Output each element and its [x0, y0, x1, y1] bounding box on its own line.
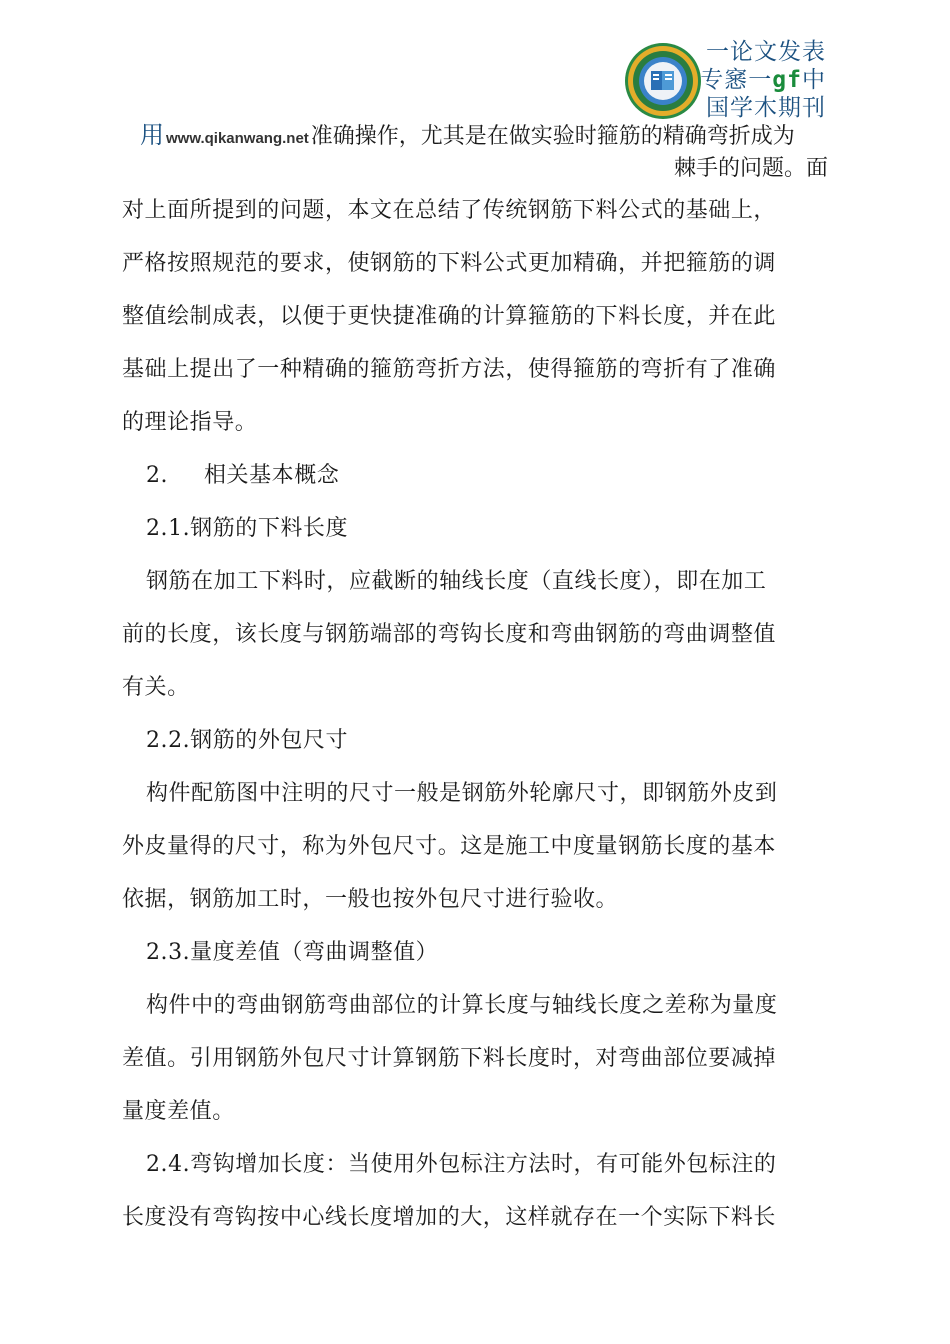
paragraph-line: 基础上提出了一种精确的箍筋弯折方法，使得箍筋的弯折有了准确 [122, 357, 776, 382]
brand-line-1: 一论文发表 [706, 39, 826, 65]
first-paragraph-head [140, 120, 828, 184]
paragraph-line: 对上面所提到的问题，本文在总结了传统钢筋下料公式的基础上， [122, 198, 776, 223]
head-prefix: 用 [140, 121, 164, 149]
section-2-4-line: 2.4.弯钩增加长度：当使用外包标注方法时，有可能外包标注的 [146, 1152, 777, 1177]
paragraph-line: 前的长度，该长度与钢筋端部的弯钩长度和弯曲钢筋的弯曲调整值 [122, 622, 776, 647]
section-2-2-heading: 2.2.钢筋的外包尺寸 [146, 728, 349, 753]
paragraph-line: 构件中的弯曲钢筋弯曲部位的计算长度与轴线长度之差称为量度 [146, 993, 778, 1018]
paragraph-line: 差值。引用钢筋外包尺寸计算钢筋下料长度时，对弯曲部位要减掉 [122, 1046, 776, 1071]
brand-line-3: 国学木期刊 [706, 95, 826, 121]
paragraph-line: 整值绘制成表，以便于更快捷准确的计算箍筋的下料长度，并在此 [122, 304, 776, 329]
brand-line-2-b: 中 [802, 67, 826, 93]
section-2-1-heading: 2.1.钢筋的下料长度 [146, 516, 349, 541]
document-body [122, 184, 812, 1244]
brand-line-2-a: 专窸一 [700, 67, 773, 93]
watermark-url: www.qikanwang.net [166, 130, 309, 147]
paragraph-line: 严格按照规范的要求，使钢筋的下料公式更加精确，并把箍筋的调 [122, 251, 776, 276]
brand-line-2 [700, 66, 826, 94]
section-title: 相关基本概念 [204, 463, 340, 488]
paragraph-line: 依据，钢筋加工时，一般也按外包尺寸进行验收。 [122, 887, 619, 912]
brand-line-2-gf: gf [772, 67, 802, 93]
paragraph-line: 外皮量得的尺寸，称为外包尺寸。这是施工中度量钢筋长度的基本 [122, 834, 776, 859]
paragraph-line: 有关。 [122, 675, 190, 700]
paragraph-line: 构件配筋图中注明的尺寸一般是钢筋外轮廓尺寸，即钢筋外皮到 [146, 781, 778, 806]
paragraph-line: 长度没有弯钩按中心线长度增加的大，这样就存在一个实际下料长 [122, 1205, 776, 1230]
head-tail: 棘手的问题。面 [673, 156, 828, 181]
journal-seal-logo [624, 42, 702, 120]
watermark-brand-text [700, 38, 826, 122]
section-2-3-heading: 2.3.量度差值（弯曲调整值） [146, 940, 439, 965]
section-number: 2. [146, 463, 169, 488]
paragraph-line: 量度差值。 [122, 1099, 235, 1124]
paragraph-line: 的理论指导。 [122, 410, 258, 435]
head-text: 准确操作，尤其是在做实验时箍筋的精确弯折成为 [310, 124, 795, 149]
section-2-heading [122, 449, 812, 502]
paragraph-line: 钢筋在加工下料时，应截断的轴线长度（直线长度），即在加工 [146, 569, 767, 594]
